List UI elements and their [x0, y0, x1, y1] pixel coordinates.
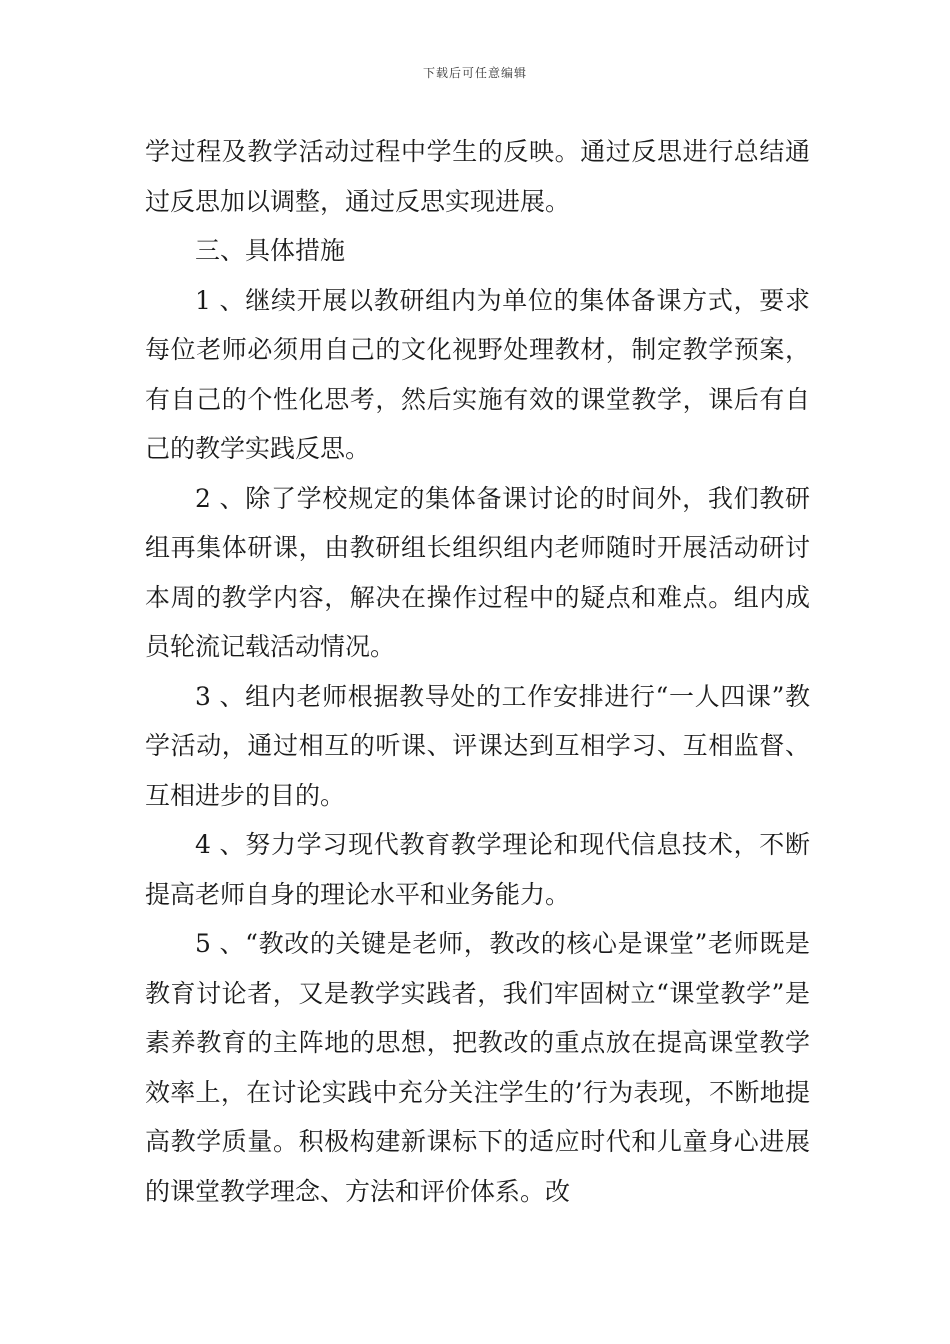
paragraph-measure-3: 3 、组内老师根据教导处的工作安排进行“一人四课”教学活动，通过相互的听课、评课达到互相学习、互相监督、互相进步的目的。 — [145, 681, 810, 810]
paragraph-measure-2: 2 、除了学校规定的集体备课讨论的时间外，我们教研组再集体研课，由教研组长组织组内老师随时开展活动研讨本周的教学内容，解决在操作过程中的疑点和难点。组内成员轮流记载活动情况。 — [145, 483, 810, 661]
page-header: 下载后可任意编辑 — [422, 66, 527, 80]
document-body — [145, 127, 810, 1216]
section-heading: 三、具体措施 — [195, 236, 346, 265]
paragraph-measure-5: 5 、“教改的关键是老师，教改的核心是课堂”老师既是教育讨论者，又是教学实践者，我们牢固树立“课堂教学”是素养教育的主阵地的思想，把教改的重点放在提高课堂教学效率上，在讨论实践中充分关注学生的’行为表现，不断地提高教学质量。积极构建新课标下的适应时代和儿童身心进展的课堂教学理念、方法和评价体系。改 — [145, 929, 810, 1206]
paragraph-measure-1: 1 、继续开展以教研组内为单位的集体备课方式，要求每位老师必须用自己的文化视野处理教材，制定教学预案，有自己的个性化思考，然后实施有效的课堂教学，课后有自己的教学实践反思。 — [145, 285, 810, 463]
paragraph-continuation: 学过程及教学活动过程中学生的反映。通过反思进行总结通过反思加以调整，通过反思实现进展。 — [145, 137, 810, 216]
paragraph-measure-4: 4 、努力学习现代教育教学理论和现代信息技术，不断提高老师自身的理论水平和业务能力。 — [145, 830, 810, 909]
